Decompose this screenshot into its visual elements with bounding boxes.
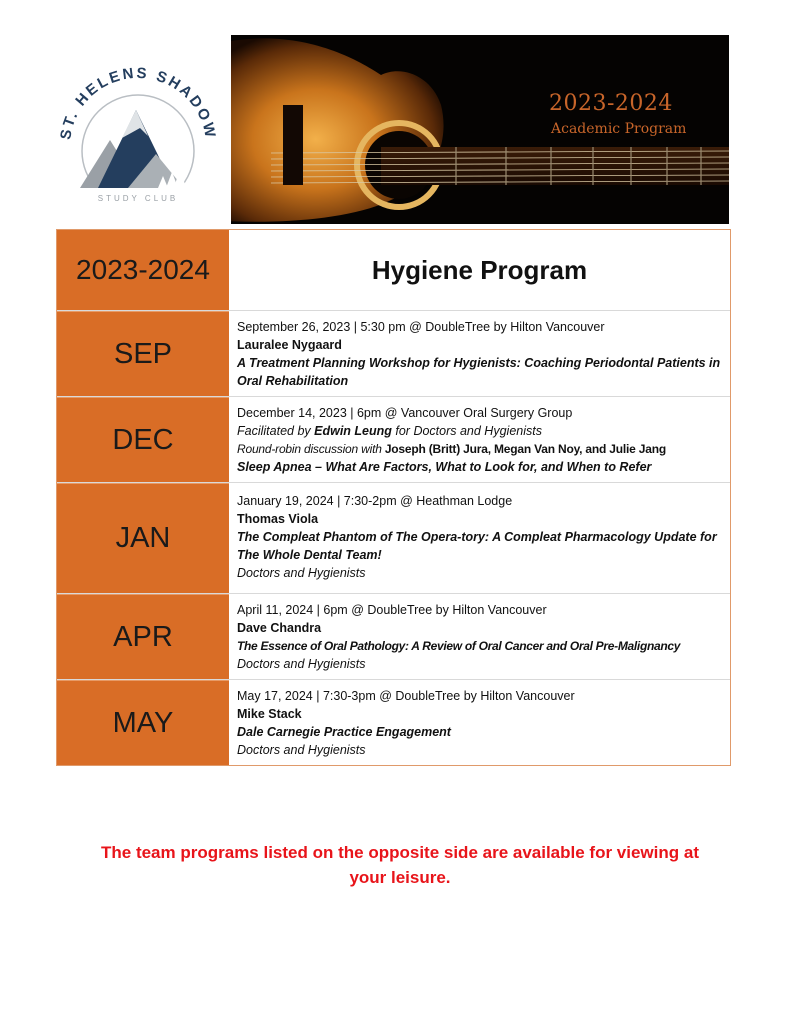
event-details: [229, 397, 730, 482]
event-date-location: April 11, 2024 | 6pm @ DoubleTree by Hilton Vancouver: [237, 603, 547, 617]
month-label: JAN: [57, 483, 229, 593]
event-row-dec: [57, 396, 730, 482]
header-title: Hygiene Program: [371, 255, 588, 285]
event-title: Sleep Apnea – What Are Factors, What to Look for, and When to Refer: [237, 460, 652, 474]
month-label: DEC: [57, 397, 229, 482]
event-speaker: Mike Stack: [237, 707, 302, 721]
banner-subtitle: Academic Program: [551, 121, 687, 137]
hygiene-program-table: [56, 229, 731, 766]
event-row-jan: [57, 482, 730, 593]
table-header-row: [57, 230, 730, 310]
month-label: MAY: [57, 680, 229, 765]
facilitated-prefix: Facilitated by: [237, 424, 315, 438]
event-title: Dale Carnegie Practice Engagement: [237, 725, 451, 739]
event-date-location: January 19, 2024 | 7:30-2pm @ Heathman Lodge: [237, 494, 513, 508]
event-details: [229, 483, 730, 593]
month-label: APR: [57, 594, 229, 679]
event-title: A Treatment Planning Workshop for Hygienists: Coaching Periodontal Patients in Oral Rehabilitation: [237, 356, 721, 388]
event-audience: Doctors and Hygienists: [237, 657, 366, 671]
event-facilitator-line: [237, 422, 722, 440]
roundrobin-prefix: Round-robin discussion with: [237, 442, 385, 456]
mountain-logo-icon: [48, 58, 228, 208]
event-details: [229, 311, 730, 396]
banner-year: 2023-2024: [549, 91, 673, 116]
logo-arc-text: ST. HELENS SHADOW: [57, 64, 219, 142]
event-row-sep: [57, 310, 730, 396]
event-details: [229, 594, 730, 679]
event-audience: Doctors and Hygienists: [237, 743, 366, 757]
event-date-location: December 14, 2023 | 6pm @ Vancouver Oral Surgery Group: [237, 406, 573, 420]
event-speaker: Lauralee Nygaard: [237, 338, 342, 352]
event-roundrobin-line: [237, 440, 722, 458]
event-speaker: Thomas Viola: [237, 512, 319, 526]
event-date-location: September 26, 2023 | 5:30 pm @ DoubleTree by Hilton Vancouver: [237, 320, 605, 334]
logo-sub-text: STUDY CLUB: [97, 194, 179, 203]
event-title: The Compleat Phantom of The Opera-tory: A Compleat Pharmacology Update for The Whole Dental Team!: [237, 530, 717, 562]
event-facilitator: Edwin Leung: [314, 424, 392, 438]
event-title: The Essence of Oral Pathology: A Review of Oral Cancer and Oral Pre-Malignancy: [237, 639, 681, 653]
event-date-location: May 17, 2024 | 7:30-3pm @ DoubleTree by Hilton Vancouver: [237, 689, 575, 703]
study-club-logo: [48, 58, 228, 208]
event-row-apr: [57, 593, 730, 679]
roundrobin-names: Joseph (Britt) Jura, Megan Van Noy, and Julie Jang: [384, 442, 666, 456]
facilitated-suffix: for Doctors and Hygienists: [391, 424, 542, 438]
event-details: [229, 680, 730, 765]
month-label: SEP: [57, 311, 229, 396]
guitar-banner: [231, 35, 729, 224]
event-audience: Doctors and Hygienists: [237, 566, 366, 580]
footer-note: The team programs listed on the opposite side are available for viewing at your leisure.: [101, 843, 699, 887]
event-row-may: [57, 679, 730, 765]
event-speaker: Dave Chandra: [237, 621, 322, 635]
header-year: 2023-2024: [57, 230, 229, 310]
